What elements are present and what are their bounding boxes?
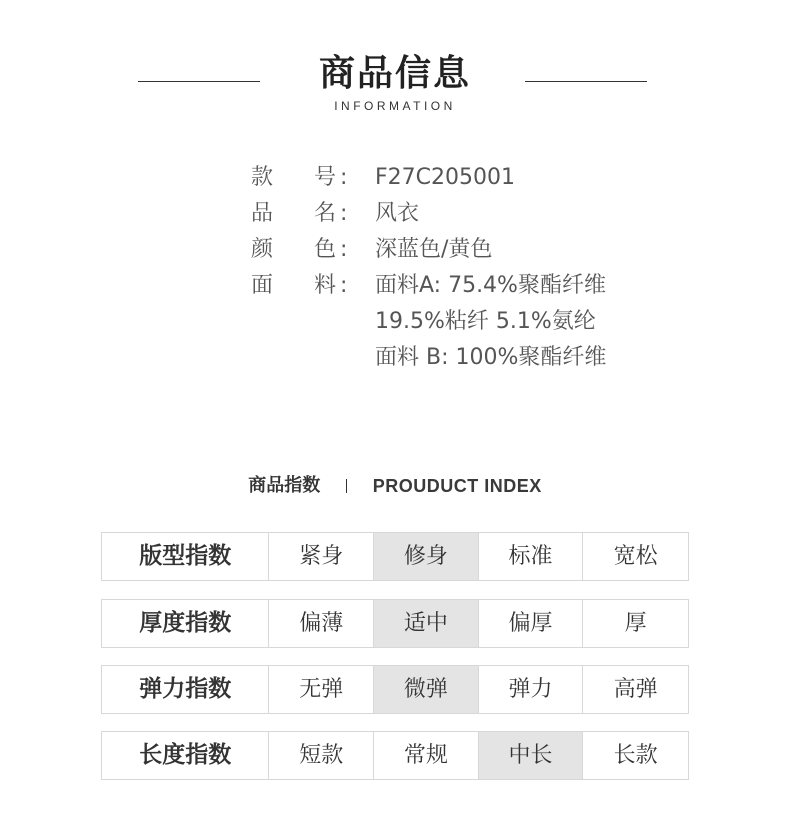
info-value: 面料A: 75.4%聚酯纤维 bbox=[375, 273, 606, 298]
header-separator bbox=[346, 479, 347, 493]
info-value: F27C205001 bbox=[375, 165, 515, 190]
info-label: 名 bbox=[314, 201, 337, 226]
page-title: 商品信息 bbox=[318, 53, 471, 94]
index-name: 长度指数 bbox=[139, 742, 232, 768]
index-option-selected: 微弹 bbox=[373, 666, 478, 713]
thickness-index-table bbox=[101, 599, 689, 648]
index-option-selected: 中长 bbox=[478, 732, 583, 779]
info-label: 面 bbox=[251, 273, 274, 298]
index-option: 高弹 bbox=[582, 666, 688, 713]
info-label: 色 bbox=[314, 237, 337, 262]
info-value: 19.5%粘纤 5.1%氨纶 bbox=[375, 309, 596, 334]
page-subtitle: INFORMATION bbox=[334, 99, 456, 113]
index-name: 版型指数 bbox=[139, 543, 232, 569]
info-label: 号 bbox=[314, 165, 337, 190]
index-name: 厚度指数 bbox=[139, 610, 232, 636]
fit-index-table bbox=[101, 532, 689, 581]
index-option: 宽松 bbox=[582, 533, 688, 580]
info-colon: : bbox=[340, 273, 348, 298]
info-value: 风衣 bbox=[375, 201, 420, 226]
index-option: 偏薄 bbox=[268, 600, 373, 647]
index-option: 标准 bbox=[478, 533, 583, 580]
info-value: 深蓝色/黄色 bbox=[375, 237, 493, 262]
info-colon: : bbox=[340, 201, 348, 226]
product-index-header bbox=[0, 472, 790, 500]
index-option: 短款 bbox=[268, 732, 373, 779]
product-index-title-cn: 商品指数 bbox=[248, 475, 321, 496]
index-option: 弹力 bbox=[478, 666, 583, 713]
info-label: 品 bbox=[251, 201, 274, 226]
index-option: 厚 bbox=[582, 600, 688, 647]
info-value: 面料 B: 100%聚酯纤维 bbox=[375, 345, 607, 370]
index-option-selected: 适中 bbox=[373, 600, 478, 647]
index-option: 无弹 bbox=[268, 666, 373, 713]
index-option: 常规 bbox=[373, 732, 478, 779]
length-index-table bbox=[101, 731, 689, 780]
info-label: 料 bbox=[314, 273, 337, 298]
info-label: 颜 bbox=[251, 237, 274, 262]
info-label: 款 bbox=[251, 165, 274, 190]
index-option: 长款 bbox=[582, 732, 688, 779]
info-colon: : bbox=[340, 237, 348, 262]
elasticity-index-table bbox=[101, 665, 689, 714]
info-colon: : bbox=[340, 165, 348, 190]
index-option-selected: 修身 bbox=[373, 533, 478, 580]
product-index-title-en: PROUDUCT INDEX bbox=[372, 476, 542, 496]
index-option: 紧身 bbox=[268, 533, 373, 580]
index-option: 偏厚 bbox=[478, 600, 583, 647]
index-name: 弹力指数 bbox=[139, 676, 232, 702]
